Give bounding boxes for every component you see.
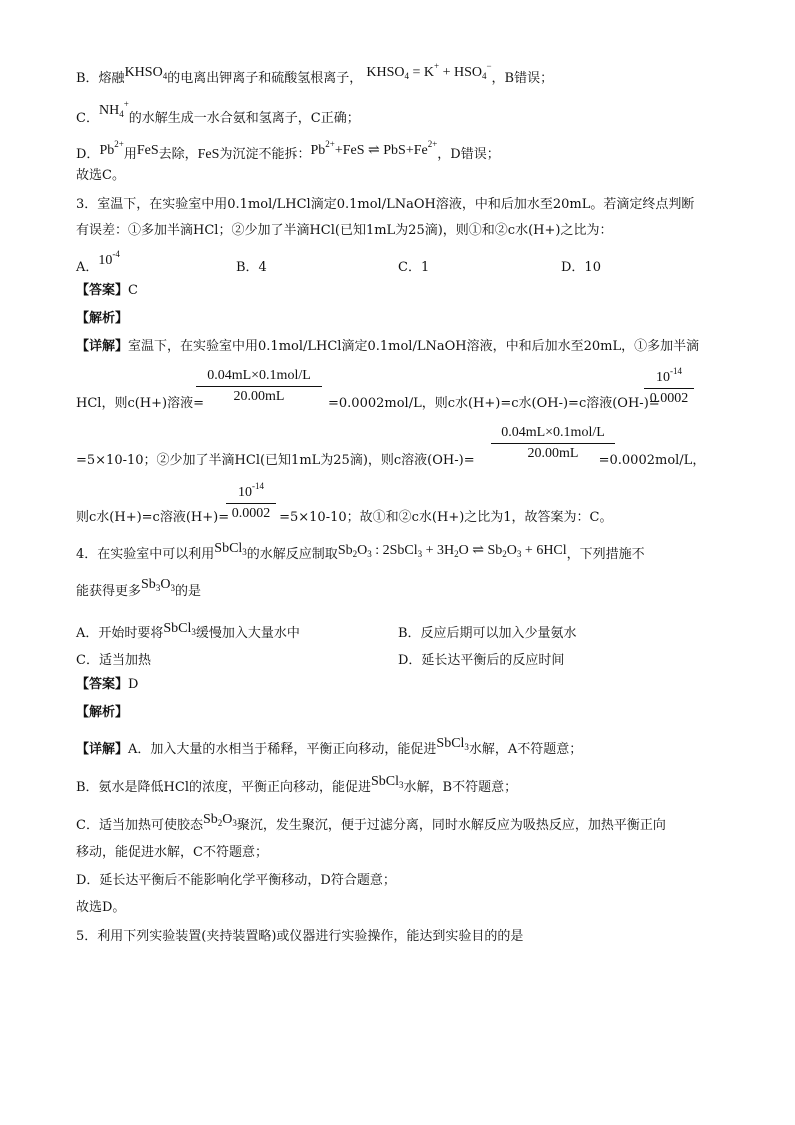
text: A．开始时要将 — [76, 626, 164, 641]
formula-nh4: $NH_4^+$ — [98, 99, 129, 119]
text: 水解，A不符题意； — [468, 742, 583, 757]
fraction-1 — [196, 368, 322, 405]
analysis-tag: 【解析】 — [76, 705, 129, 720]
fraction-4 — [226, 481, 276, 522]
text: 的电离出钾离子和硫酸氢根离子， — [167, 71, 363, 86]
answer-value: C — [128, 283, 138, 298]
formula-sbcl3: SbCl$_3$ — [214, 541, 247, 557]
option-d-explanation — [76, 139, 500, 164]
text: 能获得更多 — [76, 584, 142, 599]
text: 4．在实验室中可以利用 — [76, 547, 215, 562]
exponent: -14 — [670, 366, 682, 376]
option-d: D．10 — [561, 260, 601, 275]
formula-pbs-equilibrium: $Pb^{2+}+FeS$ ⇌ $PbS+Fe^{2+}$ — [310, 139, 438, 158]
answer-line — [76, 676, 138, 694]
text: 的是 — [174, 584, 201, 599]
detail-c-continued: 移动，能促进水解，C不符题意； — [76, 845, 268, 860]
fraction-denominator: 20.00mL — [527, 446, 579, 461]
detail-line-1 — [76, 338, 699, 356]
text: 聚沉，发生聚沉，便于过滤分离，同时水解反应为吸热反应，加热平衡正向 — [236, 818, 666, 833]
text: =0.0002mol/L，则c水(H+)=c水(OH-)=c溶液(OH-)= — [328, 396, 660, 411]
text: D． — [76, 147, 100, 162]
fraction-numerator: $10^{-14}$ — [656, 366, 682, 385]
text: 的水解生成一水合氨和氢离子，C正确； — [128, 111, 360, 126]
formula-khso4-ionization: $KHSO_4 = K^+ + HSO_4^-$ — [366, 61, 492, 81]
formula-hydrolysis-equation: $Sb_2O_3$ : 2SbCl$_3$ + $3H_2O$ ⇌ $Sb_2O_3 + 6HCl$ — [337, 543, 567, 559]
text: 则c水(H+)=c溶液(H+)= — [76, 510, 230, 525]
answer-tag: 【答案】 — [76, 677, 129, 692]
question-3-line-2: 有误差：①多加半滴HCl；②少加了半滴HCl(已知1mL为25滴)，则①和②c水(H+)之比为： — [76, 223, 613, 238]
option-c: C．1 — [398, 260, 430, 275]
option-a — [76, 249, 120, 276]
text: =5×10-10；②少加了半滴HCl(已知1mL为25滴)，则c溶液(OH-)= — [76, 453, 475, 468]
answer-line — [76, 282, 138, 300]
text: ，D错误； — [437, 147, 500, 162]
text: A． — [76, 260, 99, 275]
text: 缓慢加入大量水中 — [195, 626, 300, 641]
fraction-numerator: 0.04mL×0.1mol/L — [501, 425, 605, 440]
formula-pb: $Pb^{2+}$ — [99, 139, 124, 158]
detail-c — [76, 812, 666, 838]
detail-d: D．延长达平衡后不能影响化学平衡移动，D符合题意； — [76, 873, 396, 888]
text: =0.0002mol/L， — [598, 453, 706, 468]
answer-value: D — [128, 677, 139, 692]
text: 为沉淀不能拆： — [219, 147, 311, 162]
text: 水解，B不符题意； — [403, 780, 518, 795]
conclusion: 故选D。 — [76, 900, 126, 915]
text: 去除， — [158, 147, 198, 162]
text: ，下列措施不 — [566, 547, 645, 562]
question-4-line-2 — [76, 577, 201, 604]
detail-b — [76, 774, 518, 800]
text: =5×10-10；故①和②c水(H+)之比为1，故答案为：C。 — [279, 510, 613, 525]
conclusion: 故选C。 — [76, 168, 125, 183]
detail-line-2 — [76, 395, 660, 413]
fraction-3 — [491, 425, 615, 462]
detail-tag: 【详解】 — [76, 742, 129, 757]
detail-tag: 【详解】 — [76, 339, 129, 354]
detail-line-4 — [76, 509, 613, 527]
option-c: C．适当加热 — [76, 653, 151, 668]
text: B．熔融 — [76, 71, 125, 86]
text: C． — [76, 111, 99, 126]
question-4-line-1 — [76, 541, 645, 567]
formula-sb2o3: $Sb_3O_3$ — [141, 577, 175, 593]
formula-sb2o3: $Sb_2O_3$ — [202, 812, 237, 828]
formula-sbcl3: SbCl$_3$ — [163, 621, 196, 637]
fraction-denominator: 0.0002 — [231, 506, 271, 521]
option-d: D．延长达平衡后的反应时间 — [398, 653, 565, 668]
option-b: B．反应后期可以加入少量氨水 — [398, 626, 577, 641]
option-b-explanation — [76, 63, 553, 91]
option-b: B．4 — [236, 260, 267, 275]
fraction-denominator: 20.00mL — [233, 389, 285, 404]
text: C．适当加热可使胶态 — [76, 818, 203, 833]
fraction-numerator: 0.04mL×0.1mol/L — [207, 368, 311, 383]
exponent: -14 — [252, 481, 264, 491]
text: ，B错误； — [491, 71, 554, 86]
formula-fes: FeS — [136, 143, 159, 158]
formula-10-power: $10^{-4}$ — [98, 249, 120, 268]
detail-a — [76, 736, 583, 762]
text: 室温下，在实验室中用0.1mol/LHCl滴定0.1mol/LNaOH溶液，中和后加水至20mL，①多加半滴 — [128, 339, 700, 354]
formula-fes: FeS — [197, 147, 220, 162]
option-a — [76, 622, 300, 642]
formula-khso4: $KHSO_4$ — [124, 65, 168, 81]
text: A．加入大量的水相当于稀释，平衡正向移动，能促进 — [128, 742, 437, 757]
fraction-denominator: 0.0002 — [649, 391, 689, 406]
answer-tag: 【答案】 — [76, 283, 129, 298]
text: 的水解反应制取 — [246, 547, 338, 562]
question-3-line-1: 3．室温下，在实验室中用0.1mol/LHCl滴定0.1mol/LNaOH溶液，中和后加水至20mL。若滴定终点判断 — [76, 197, 695, 212]
exponent: -4 — [112, 249, 120, 259]
analysis-tag: 【解析】 — [76, 311, 129, 326]
text: B．氨水是降低HCl的浓度，平衡正向移动，能促进 — [76, 780, 371, 795]
text: 用 — [123, 147, 137, 162]
fraction-numerator: $10^{-14}$ — [238, 481, 264, 500]
fraction-2 — [644, 366, 694, 407]
formula-sbcl3: SbCl$_3$ — [371, 774, 404, 790]
option-c-explanation — [76, 99, 360, 131]
formula-sbcl3: SbCl$_3$ — [436, 736, 469, 752]
text: HCl，则c(H+)溶液= — [76, 396, 204, 411]
question-5: 5．利用下列实验装置(夹持装置略)或仪器进行实验操作，能达到实验目的的是 — [76, 929, 524, 944]
